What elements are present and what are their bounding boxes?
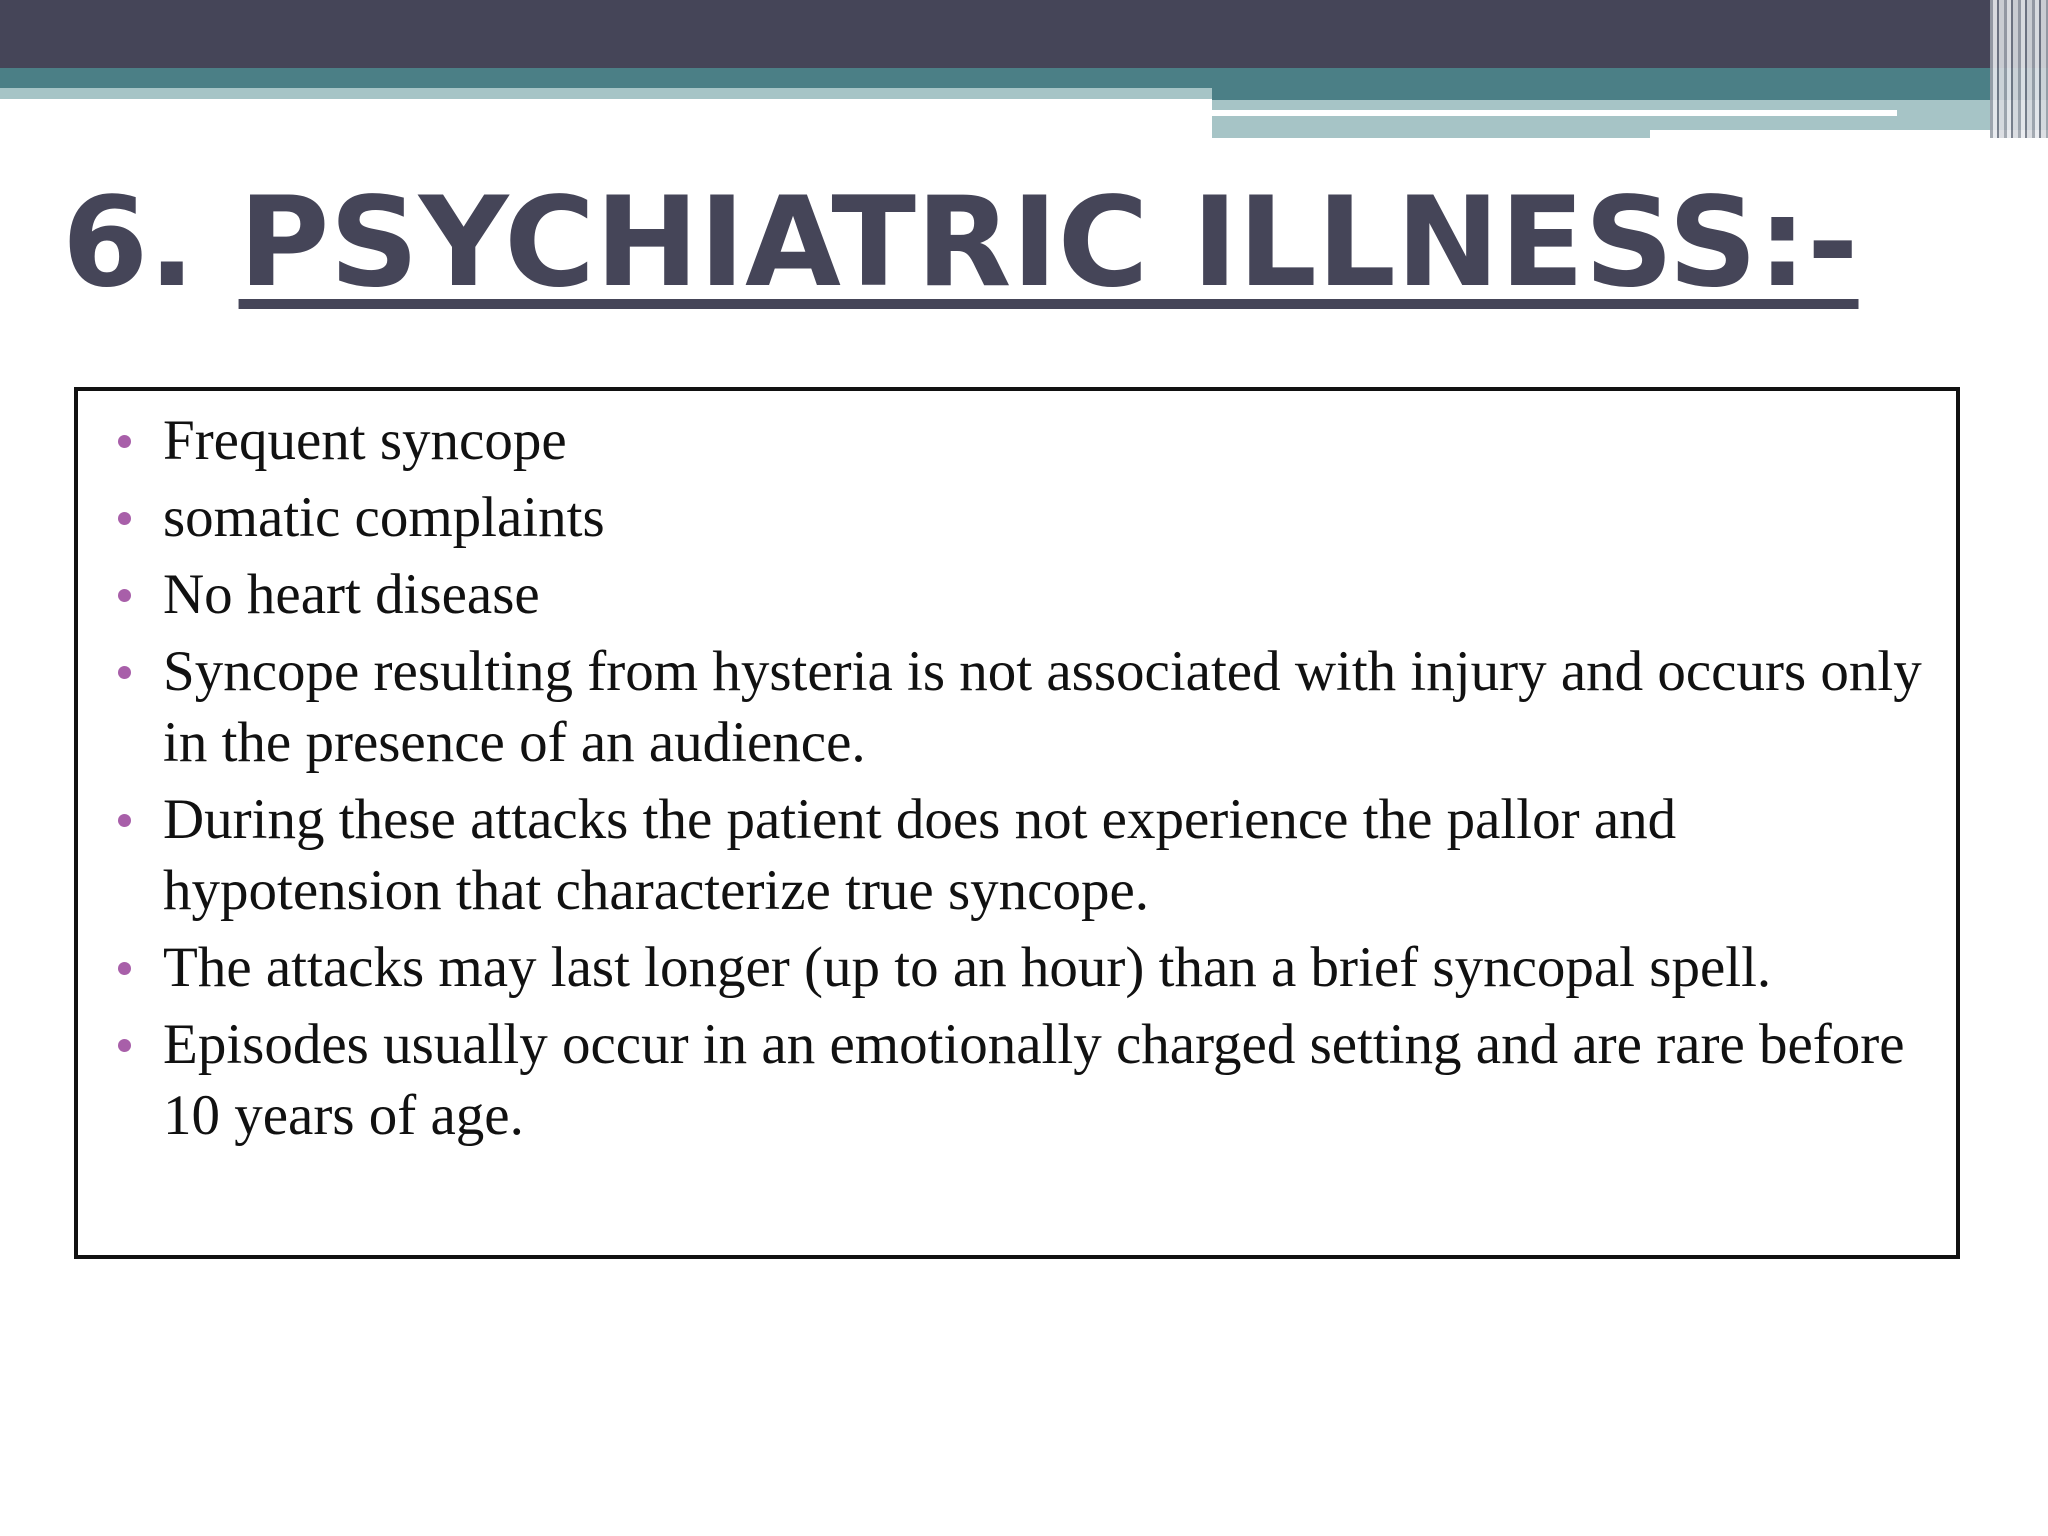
bullet-list [78,391,1956,1151]
header-band-dark [0,0,2048,68]
slide-title [62,171,1859,315]
title-number: 6. [62,171,196,315]
list-item [118,1009,1926,1151]
bullet-text: No heart disease [163,563,540,626]
header-edge-lines [1990,0,2048,138]
list-item [118,559,1926,630]
list-item [118,405,1926,476]
list-item [118,482,1926,553]
bullet-text: During these attacks the patient does not experience the pallor and hypotension that characterize true syncope. [163,788,1677,922]
list-item [118,932,1926,1003]
bullet-dot-icon [118,666,131,679]
bullet-dot-icon [118,512,131,525]
title-text: PSYCHIATRIC ILLNESS:- [238,171,1859,315]
header-band-teal-right [1212,88,2048,100]
bullet-text: Syncope resulting from hysteria is not associated with injury and occurs only in the presence of an audience. [163,640,1922,774]
header-band-light-left [0,88,1212,99]
bullet-text: somatic complaints [163,486,605,549]
bullet-dot-icon [118,814,131,827]
header-band-teal [0,68,2048,88]
bullet-dot-icon [118,962,131,975]
bullet-dot-icon [118,1039,131,1052]
bullet-dot-icon [118,435,131,448]
bullet-text: Frequent syncope [163,409,567,472]
list-item [118,784,1926,926]
bullet-text: The attacks may last longer (up to an hour) than a brief syncopal spell. [163,936,1772,999]
bullet-text: Episodes usually occur in an emotionally charged setting and are rare before 10 years of age. [163,1013,1905,1147]
bullet-dot-icon [118,589,131,602]
content-box [74,387,1960,1259]
header-stripe [1212,110,1897,116]
header-gap [1650,130,2048,138]
list-item [118,636,1926,778]
